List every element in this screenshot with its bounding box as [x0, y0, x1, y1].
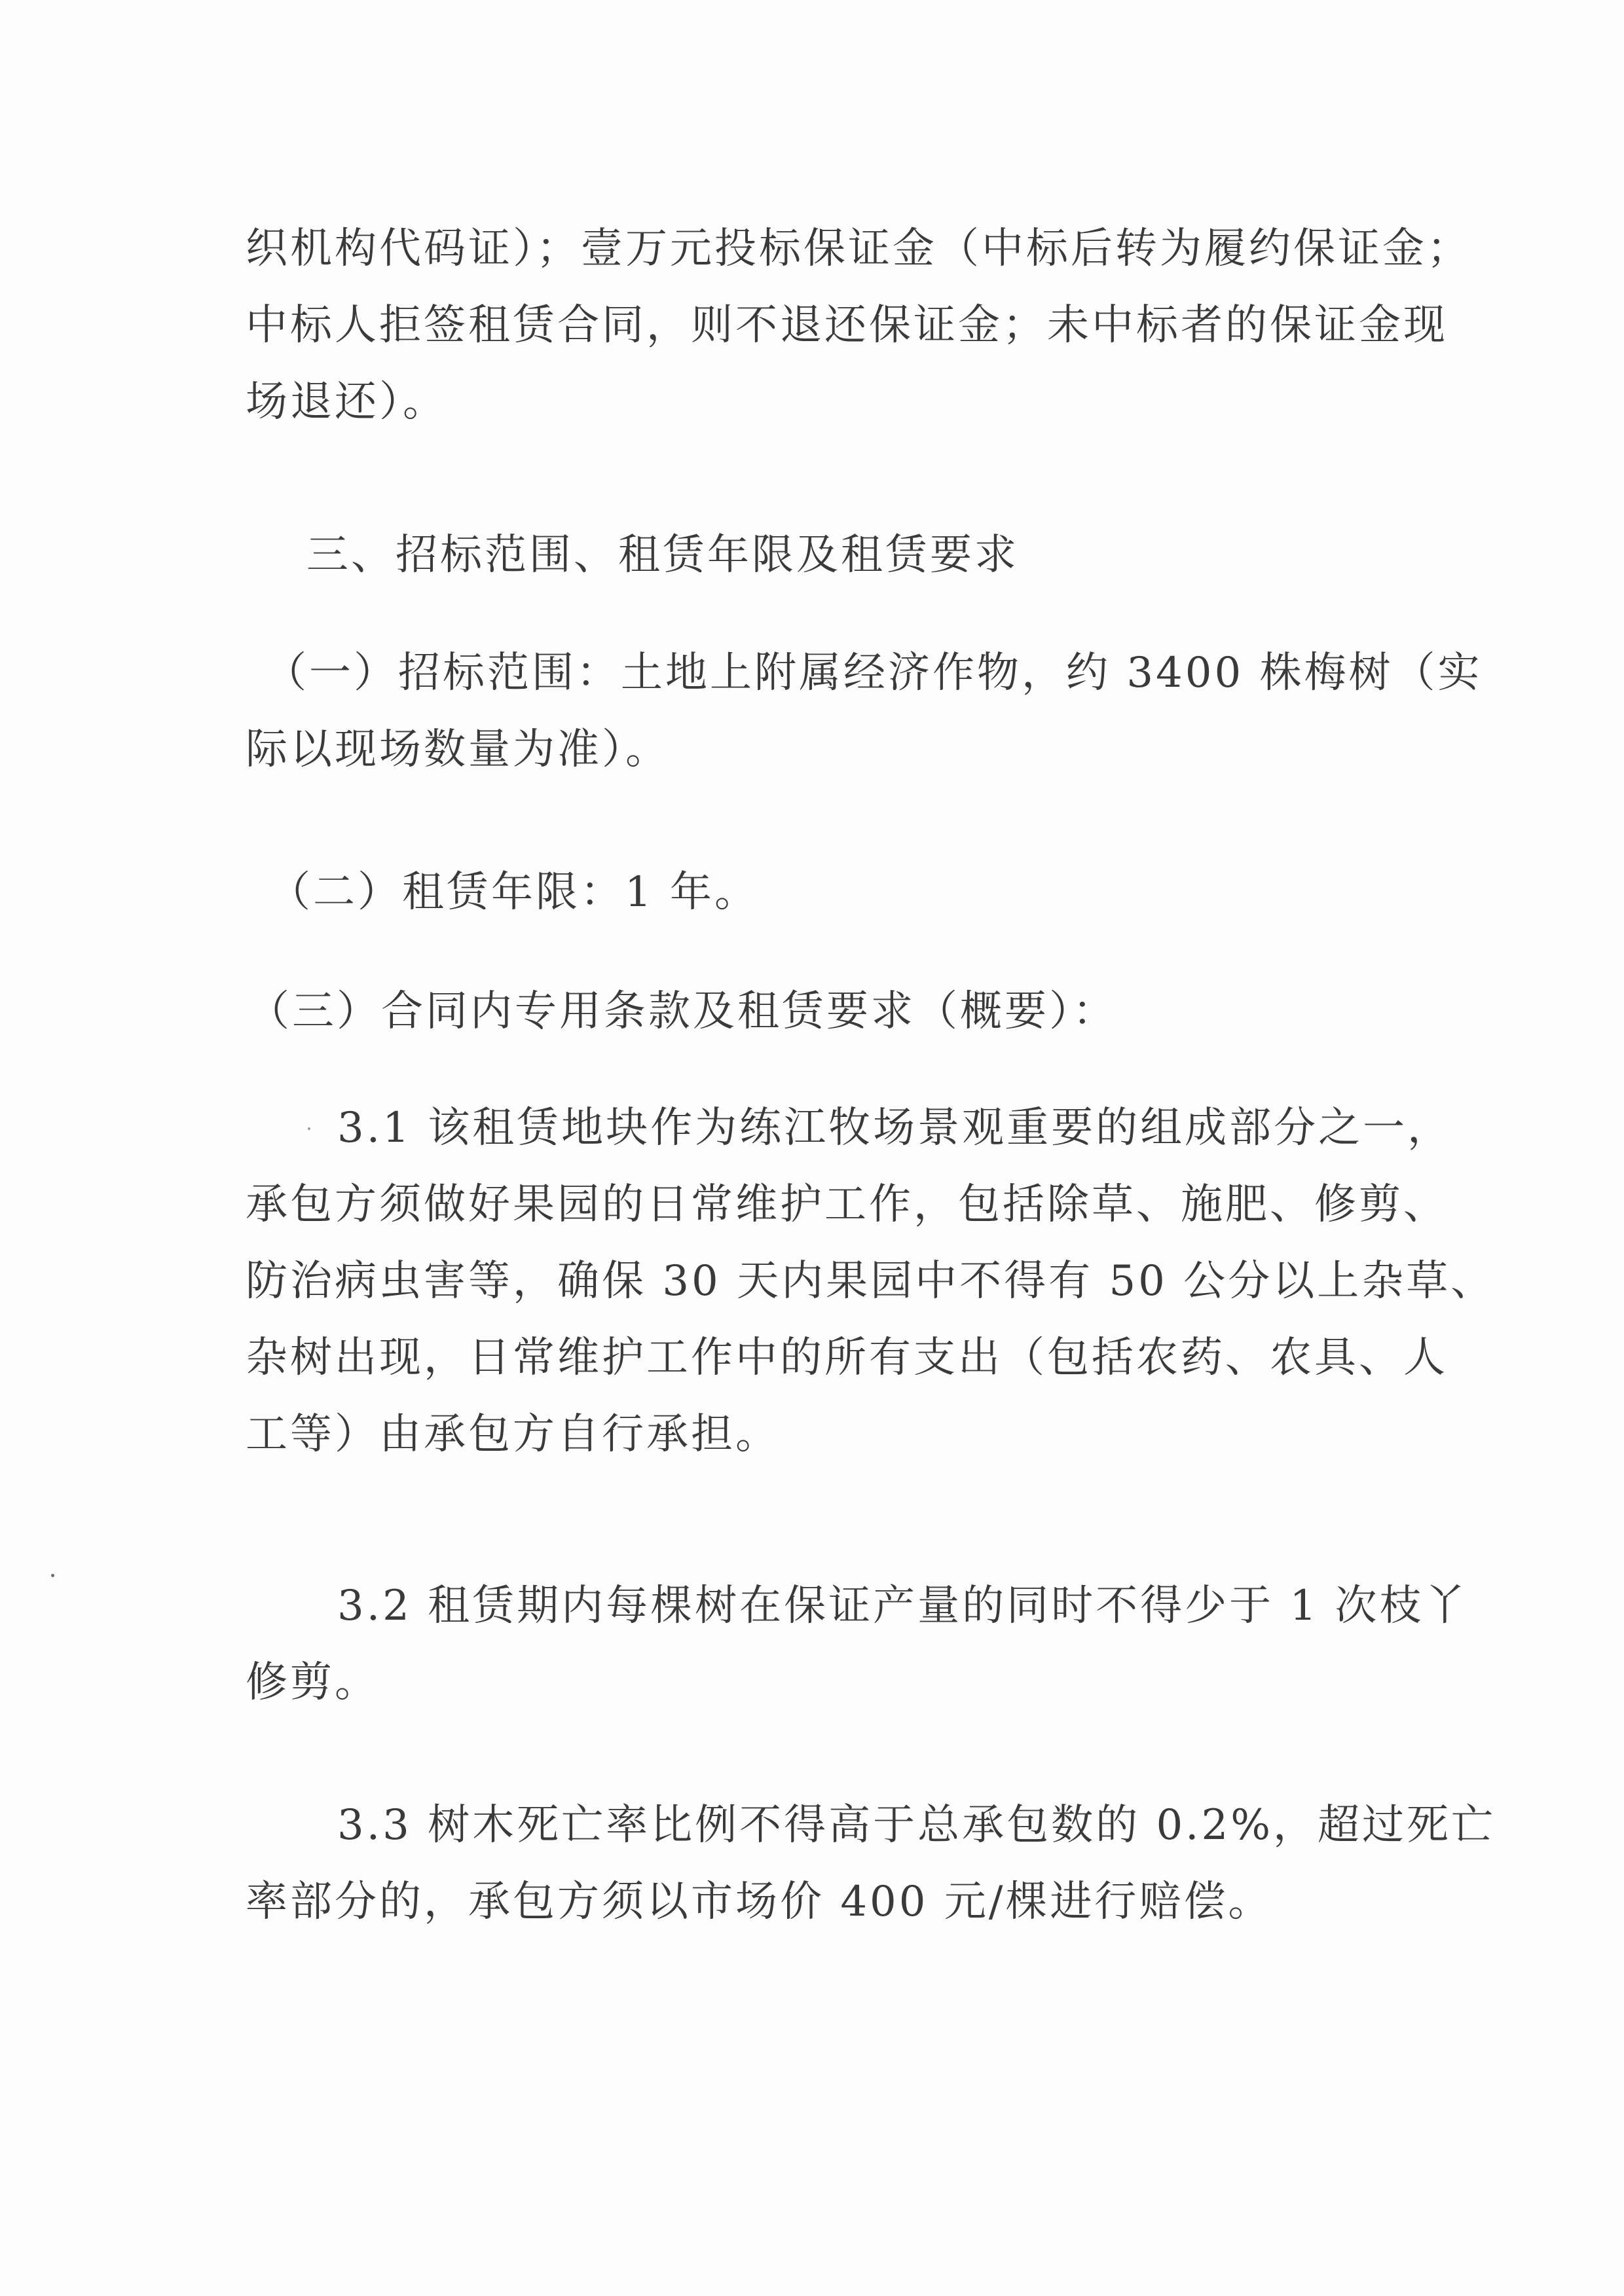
paragraph-line: 承包方须做好果园的日常维护工作，包括除草、施肥、修剪、 [246, 1180, 1448, 1229]
term-paragraph: （二）租赁年限：1 年。 [268, 868, 760, 917]
paragraph-line: 3.3 树木死亡率比例不得高于总承包数的 0.2%，超过死亡 [337, 1801, 1496, 1850]
paragraph-line: 杂树出现，日常维护工作中的所有支出（包括农药、农具、人 [246, 1334, 1448, 1382]
scope-paragraph [246, 635, 1483, 788]
paragraph-line: 中标人拒签租赁合同，则不退还保证金；未中标者的保证金现 [246, 301, 1448, 350]
paragraph-line: 防治病虫害等，确保 30 天内果园中不得有 50 公分以上杂草、 [246, 1257, 1496, 1305]
paragraph-line: 率部分的，承包方须以市场价 400 元/棵进行赔偿。 [246, 1878, 1273, 1926]
paragraph-line: 场退还）。 [246, 378, 447, 426]
paragraph-line: 3.1 该租赁地块作为练江牧场景观重要的组成部分之一， [337, 1104, 1452, 1152]
paragraph-line: 修剪。 [246, 1658, 379, 1707]
paragraph-line: 际以现场数量为准）。 [246, 725, 670, 774]
paragraph-line: 3.2 租赁期内每棵树在保证产量的同时不得少于 1 次枝丫 [337, 1582, 1469, 1630]
paragraph-deposit [246, 211, 1471, 441]
paragraph-line: 织机构代码证）；壹万元投标保证金（中标后转为履约保证金； [246, 225, 1471, 273]
scan-speck [308, 1127, 310, 1130]
clause-3-3 [246, 1787, 1496, 1941]
paragraph-line: 工等）由承包方自行承担。 [246, 1410, 780, 1459]
contract-terms-heading: （三）合同内专用条款及租赁要求（概要）： [248, 987, 1117, 1036]
paragraph-line: （一）招标范围：土地上附属经济作物，约 3400 株梅树（实 [265, 649, 1483, 697]
scan-speck [51, 1574, 54, 1577]
clause-3-2 [246, 1568, 1469, 1721]
section-three-heading: 三、招标范围、租赁年限及租赁要求 [306, 531, 1019, 579]
clause-3-1 [246, 1090, 1496, 1473]
